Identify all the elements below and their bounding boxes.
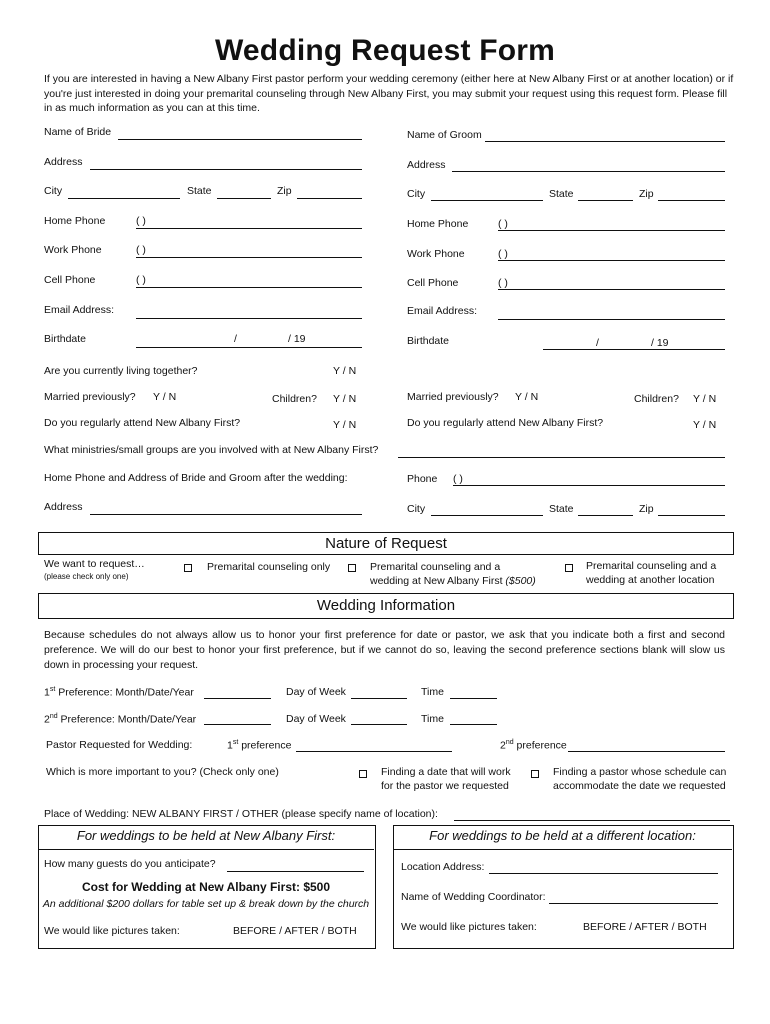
- which-important-question: Which is more important to you? (Check only one): [46, 766, 279, 778]
- bride-birthdate-year: / 19: [288, 333, 306, 345]
- groom-cell-phone-label: Cell Phone: [407, 277, 459, 289]
- schedule-paragraph: Because schedules do not always allow us to honor your first preference for date or pastor, we ask that you indicate both a first and second preference. We will do our best to honor your first preference, but if we cannot do so, leaving the second preference sections blank will slow us down in processing your request.: [44, 629, 725, 671]
- bride-zip-label: Zip: [277, 185, 292, 197]
- bride-attend-yn[interactable]: Y / N: [333, 419, 357, 431]
- bride-birthdate-slash: /: [234, 333, 237, 345]
- other-box-title: For weddings to be held at a different location:: [429, 828, 696, 843]
- premarital-and-naf-line2: [370, 575, 536, 587]
- ministries-question: What ministries/small groups are you involved with at New Albany First?: [44, 444, 379, 456]
- groom-email-label: Email Address:: [407, 305, 478, 317]
- premarital-and-naf-line1: Premarital counseling and a: [370, 561, 501, 573]
- bride-address-label: Address: [44, 156, 83, 168]
- nature-of-request-header: [38, 532, 734, 555]
- groom-state-field[interactable]: [578, 200, 633, 201]
- first-preference-suffix: st: [49, 686, 56, 693]
- first-day-of-week-label: Day of Week: [286, 686, 346, 698]
- pastor-first-suffix: st: [232, 739, 239, 746]
- premarital-only-checkbox[interactable]: [184, 564, 192, 572]
- after-wedding-state-label: State: [549, 503, 574, 515]
- pastor-second-preference-label: [500, 739, 567, 752]
- first-time-field[interactable]: [450, 698, 497, 699]
- after-wedding-city-label: City: [407, 503, 426, 515]
- groom-state-label: State: [549, 188, 574, 200]
- pastor-second-preference-field[interactable]: [568, 751, 725, 752]
- groom-city-label: City: [407, 188, 426, 200]
- bride-home-phone-field[interactable]: [136, 228, 362, 229]
- bride-attend-question: Do you regularly attend New Albany First?: [44, 417, 241, 429]
- wedding-information-title: Wedding Information: [316, 597, 456, 614]
- ministries-field[interactable]: [398, 457, 725, 458]
- pastor-first-preference-label: [227, 739, 291, 752]
- naf-pictures-label: We would like pictures taken:: [44, 925, 180, 937]
- groom-birthdate-field[interactable]: [543, 349, 725, 350]
- premarital-and-naf-wedding-checkbox[interactable]: [348, 564, 356, 572]
- pastor-first-text: preference: [238, 739, 292, 752]
- groom-zip-field[interactable]: [658, 200, 725, 201]
- bride-home-phone-paren: ( ): [136, 215, 146, 227]
- finding-date-checkbox[interactable]: [359, 770, 367, 778]
- groom-zip-label: Zip: [639, 188, 654, 200]
- bride-married-previously-yn[interactable]: Y / N: [153, 391, 177, 403]
- premarital-only-label: Premarital counseling only: [207, 561, 331, 573]
- form-title: Wedding Request Form: [214, 34, 556, 67]
- bride-work-phone-paren: ( ): [136, 244, 146, 256]
- after-wedding-phone-label: Phone: [407, 473, 438, 485]
- groom-address-label: Address: [407, 159, 446, 171]
- other-pictures-label: We would like pictures taken:: [401, 921, 537, 933]
- bride-city-field[interactable]: [68, 198, 180, 199]
- groom-home-phone-label: Home Phone: [407, 218, 469, 230]
- groom-attend-question: Do you regularly attend New Albany First?: [407, 417, 604, 429]
- premarital-and-naf-line2-text: wedding at New Albany First: [370, 575, 503, 587]
- pastor-requested-label: Pastor Requested for Wedding:: [46, 739, 193, 751]
- coordinator-label: Name of Wedding Coordinator:: [401, 891, 546, 903]
- bride-cell-phone-field[interactable]: [136, 287, 362, 288]
- place-of-wedding-label: Place of Wedding: NEW ALBANY FIRST / OTHER (please specify name of location):: [44, 808, 438, 820]
- nature-of-request-title: Nature of Request: [325, 535, 447, 552]
- groom-email-field[interactable]: [498, 319, 725, 320]
- pastor-second-suffix: nd: [505, 739, 514, 746]
- naf-box-title-divider: [38, 849, 374, 850]
- groom-home-phone-paren: ( ): [498, 218, 508, 230]
- living-together-question: Are you currently living together?: [44, 365, 198, 377]
- groom-work-phone-paren: ( ): [498, 248, 508, 260]
- first-day-of-week-field[interactable]: [351, 698, 407, 699]
- naf-cost-text: Cost for Wedding at New Albany First: $500: [81, 880, 331, 894]
- pastor-second-text: preference: [513, 739, 567, 752]
- after-wedding-zip-label: Zip: [639, 503, 654, 515]
- groom-city-field[interactable]: [431, 200, 543, 201]
- after-wedding-state-field[interactable]: [578, 515, 633, 516]
- pastor-first-preference-field[interactable]: [296, 751, 452, 752]
- groom-married-previously-question: Married previously?: [407, 391, 499, 403]
- groom-name-label: Name of Groom: [407, 129, 482, 141]
- after-wedding-zip-field[interactable]: [658, 515, 725, 516]
- groom-children-question: Children?: [634, 393, 679, 405]
- other-box-title-divider: [393, 849, 732, 850]
- bride-children-yn[interactable]: Y / N: [333, 393, 357, 405]
- intro-text: If you are interested in having a New Albany First pastor perform your wedding ceremony (either here at New Albany First or at another location) or if you're just interested in doing your premarital counseling through New Albany First, you may submit your request using this request form. Please fill in as much information as you can at this time.: [44, 73, 734, 114]
- groom-address-field[interactable]: [452, 171, 725, 172]
- first-preference-date-field[interactable]: [204, 698, 271, 699]
- finding-date-line2: for the pastor we requested: [381, 780, 509, 792]
- bride-city-label: City: [44, 185, 63, 197]
- second-preference-number: 2: [44, 713, 50, 726]
- second-preference-text: Preference: Month/Date/Year: [57, 713, 197, 726]
- finding-pastor-line2: accommodate the date we requested: [553, 780, 726, 792]
- pastor-second-number: 2: [500, 739, 506, 752]
- finding-pastor-line1: Finding a pastor whose schedule can: [553, 766, 727, 778]
- groom-married-previously-yn[interactable]: Y / N: [515, 391, 539, 403]
- bride-state-label: State: [187, 185, 212, 197]
- finding-date-line1: Finding a date that will work: [381, 766, 511, 778]
- naf-additional-cost-text: An additional $200 dollars for table set up & break down by the church: [42, 898, 370, 910]
- groom-children-yn[interactable]: Y / N: [693, 393, 717, 405]
- first-preference-text: Preference: Month/Date/Year: [55, 686, 194, 699]
- bride-home-phone-label: Home Phone: [44, 215, 106, 227]
- guests-field[interactable]: [227, 871, 364, 872]
- second-time-label: Time: [421, 713, 444, 725]
- after-wedding-phone-paren: ( ): [453, 473, 463, 485]
- we-want-to-request-label: We want to request…: [44, 558, 145, 570]
- bride-cell-phone-label: Cell Phone: [44, 274, 96, 286]
- bride-email-field[interactable]: [136, 318, 362, 319]
- groom-birthdate-slash: /: [596, 337, 599, 349]
- naf-box-title: For weddings to be held at New Albany First:: [76, 828, 336, 843]
- coordinator-field[interactable]: [549, 903, 718, 904]
- second-time-field[interactable]: [450, 724, 497, 725]
- first-preference-number: 1: [44, 686, 50, 699]
- bride-name-field[interactable]: [118, 139, 362, 140]
- after-wedding-phone-field[interactable]: [453, 485, 725, 486]
- location-address-label: Location Address:: [401, 861, 485, 873]
- naf-pictures-options[interactable]: BEFORE / AFTER / BOTH: [233, 925, 357, 937]
- after-wedding-city-field[interactable]: [431, 515, 543, 516]
- bride-state-field[interactable]: [217, 198, 271, 199]
- groom-birthdate-label: Birthdate: [407, 335, 450, 347]
- first-preference-label: [44, 686, 194, 699]
- living-together-yn[interactable]: Y / N: [333, 365, 357, 377]
- finding-pastor-checkbox[interactable]: [531, 770, 539, 778]
- bride-birthdate-field[interactable]: [136, 347, 362, 348]
- second-preference-date-field[interactable]: [204, 724, 271, 725]
- bride-children-question: Children?: [272, 393, 317, 405]
- bride-birthdate-label: Birthdate: [44, 333, 87, 345]
- groom-home-phone-field[interactable]: [498, 230, 725, 231]
- second-day-of-week-field[interactable]: [351, 724, 407, 725]
- naf-wedding-price: ($500): [505, 575, 536, 587]
- wedding-information-header: [38, 593, 734, 619]
- check-one-note: (please check only one): [44, 572, 129, 581]
- bride-married-previously-question: Married previously?: [44, 391, 136, 403]
- groom-cell-phone-field[interactable]: [498, 289, 725, 290]
- bride-cell-phone-paren: ( ): [136, 274, 146, 286]
- place-of-wedding-field[interactable]: [454, 820, 730, 821]
- after-wedding-address-label: Address: [44, 501, 83, 513]
- groom-work-phone-label: Work Phone: [407, 248, 465, 260]
- second-preference-label: [44, 713, 196, 726]
- bride-work-phone-field[interactable]: [136, 257, 362, 258]
- premarital-and-other-location-checkbox[interactable]: [565, 564, 573, 572]
- premarital-and-other-line2: wedding at another location: [586, 574, 715, 586]
- second-preference-suffix: nd: [49, 713, 58, 720]
- location-address-field[interactable]: [489, 873, 718, 874]
- pastor-first-number: 1: [227, 739, 233, 752]
- bride-work-phone-label: Work Phone: [44, 244, 102, 256]
- after-wedding-label: Home Phone and Address of Bride and Groom after the wedding:: [44, 472, 348, 484]
- bride-address-field[interactable]: [90, 169, 362, 170]
- groom-work-phone-field[interactable]: [498, 260, 725, 261]
- bride-email-label: Email Address:: [44, 304, 115, 316]
- after-wedding-address-field[interactable]: [90, 514, 362, 515]
- groom-cell-phone-paren: ( ): [498, 277, 508, 289]
- bride-zip-field[interactable]: [297, 198, 362, 199]
- other-pictures-options[interactable]: BEFORE / AFTER / BOTH: [583, 921, 707, 933]
- second-day-of-week-label: Day of Week: [286, 713, 346, 725]
- groom-name-field[interactable]: [485, 141, 725, 142]
- groom-attend-yn[interactable]: Y / N: [693, 419, 717, 431]
- groom-birthdate-year: / 19: [651, 337, 669, 349]
- premarital-and-other-line1: Premarital counseling and a: [586, 560, 717, 572]
- bride-name-label: Name of Bride: [44, 126, 112, 138]
- first-time-label: Time: [421, 686, 444, 698]
- guests-label: How many guests do you anticipate?: [44, 858, 216, 870]
